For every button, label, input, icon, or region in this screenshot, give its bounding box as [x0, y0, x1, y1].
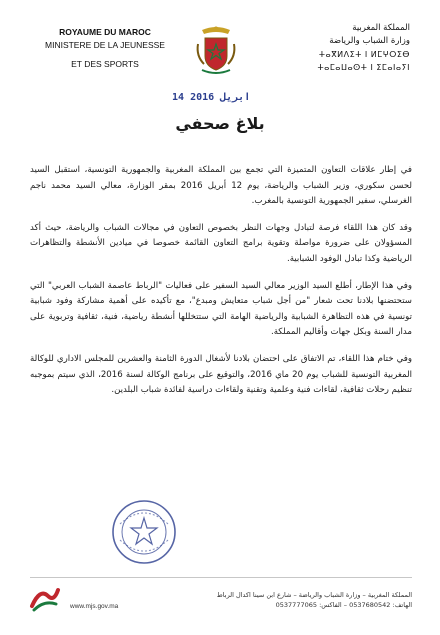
footer-address-line2: الهاتف: 0537680542 – الفاكس: 0537777065 — [275, 601, 412, 609]
header-right-arabic — [270, 22, 410, 74]
footer-address-line1: المملكة المغربية – وزارة الشباب والرياضة – شارع ابن سينا اكدال الرباط — [216, 591, 412, 599]
paragraph-1: في إطار علاقات التعاون المتميزة التي تجمع بين المملكة المغربية والجمهورية التونسية، استقبل السيد لحسن سكوري، وزير الشباب والرياضة، يوم 12 أبريل 2016 بمقر الوزارة، معالي السيد محمد ناجم الغرسلي، سفير الجمهورية التونسية بالمغرب. — [30, 165, 412, 207]
header-right-line2: وزارة الشباب والرياضة — [329, 36, 410, 46]
header-left-line3: ET DES SPORTS — [71, 59, 139, 69]
footer-address — [152, 590, 412, 610]
header-right-tifinagh: ⵜⴰⴳⵍⴷⵉⵜ ⵏ ⵍⵎⵖⵔⵉⴱ ⵜⴰⵎⴰⵡⴰⵙⵜ ⵏ ⵉⵎⴰⵏⴰⵢⵏ — [317, 50, 410, 72]
ministry-logo-icon — [28, 586, 62, 612]
official-seal-icon — [110, 498, 178, 566]
header-left-french — [40, 26, 170, 71]
header-right-line1: المملكة المغربية — [352, 23, 410, 33]
paragraph-3: وفي هذا الإطار، أطلع السيد الوزير معالي السيد السفير على فعاليات "الرباط عاصمة الشباب العربي" التي ستحتضنها بلادنا تحت شعار "من أجل شباب متعايش ومبدع"، مع تأكيده على أهمية مشاركة وفود شبابية تونسية في هذه التظاهرة الشبابية والرياضية الهامة التي ستتخللها أنشطة رياضية، فنية، ثقافية وتربوية على مدار السنة وبكل جهات وأقاليم المملكة. — [30, 280, 412, 338]
document-body — [30, 163, 412, 410]
date-stamp: 14 ابريل 2016 — [172, 92, 251, 103]
header-left-line1: ROYAUME DU MAROC — [59, 27, 151, 37]
header-left-line2: MINISTERE DE LA JEUNESSE — [45, 40, 165, 50]
paragraph-4: وفي ختام هذا اللقاء، تم الاتفاق على احتضان بلادنا لأشغال الدورة الثامنة والعشرين للمجلس الاداري للوكالة المغربية التونسية للشباب يوم 20 ماي 2016، والتوقيع على برنامج الوكالة لسنة 2016، الذي سيتم بموجبه تنظيم رحلات ثقافية، لقاءات فنية وعلمية وتقنية ولقاءات دراسية لفائدة شباب البلدين. — [30, 353, 412, 396]
paragraph-2: وقد كان هذا اللقاء فرصة لتبادل وجهات النظر بخصوص التعاون في مجالات الشباب والرياضة، حيث أكد المسؤولان على ضرورة مواصلة وتقوية برامج التعاون القائمة خصوصا في ميادين الأنشطة والتظاهرات الرياضية وكذا تبادل الوفود الشبابية. — [30, 222, 412, 264]
document-title: بلاغ صحفي — [175, 114, 265, 133]
coat-of-arms-icon — [194, 24, 238, 76]
footer-divider — [30, 577, 412, 578]
footer-website: www.mjs.gov.ma — [70, 603, 119, 610]
